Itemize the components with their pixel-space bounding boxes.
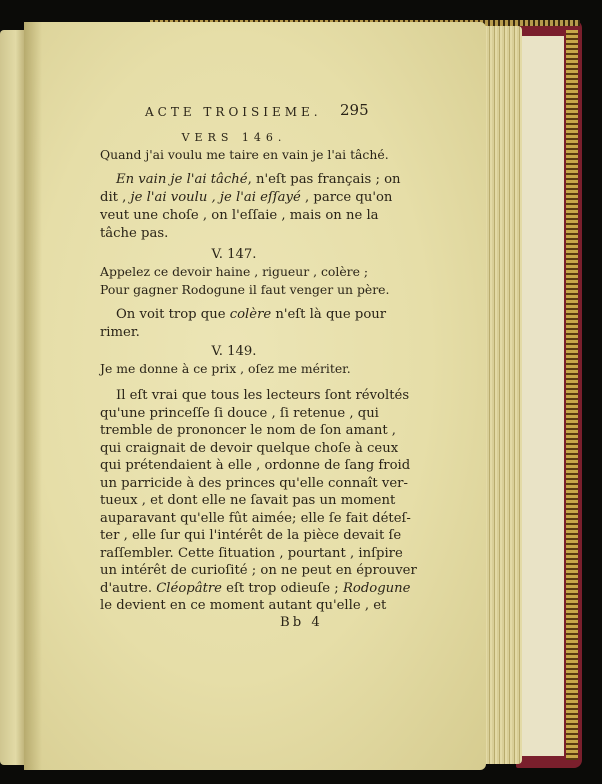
commentary-line: veut une choſe , on l'eſſaie , mais on ne la: [100, 208, 379, 223]
commentary-line: [100, 580, 411, 597]
commentary-line: un parricide à des princes qu'elle connaît ver-: [100, 476, 408, 491]
commentary-line: auparavant qu'elle fût aimée; elle ſe fait déteſ-: [100, 511, 411, 526]
verse-line: Appelez ce devoir haine , rigueur , colère ;: [100, 264, 369, 279]
signature-mark: Bb 4: [280, 615, 323, 630]
italic-name: Rodogune: [342, 581, 411, 596]
commentary-line: le devient en ce moment autant qu'elle , et: [100, 598, 387, 613]
verse-line: Quand j'ai voulu me taire en vain je l'ai tâché.: [100, 147, 389, 162]
page-edges: [482, 26, 522, 764]
italic-word: colère: [229, 307, 272, 322]
verse-line: Pour gagner Rodogune il faut venger un père.: [100, 282, 390, 297]
commentary-line: qui craignait de devoir quelque choſe à ceux: [100, 441, 399, 456]
commentary-line: tâche pas.: [100, 226, 169, 241]
text: On voit trop que: [116, 307, 230, 322]
commentary-line: qui prétendaient à elle , ordonne de ſang froid: [100, 458, 411, 473]
commentary-line: tremble de prononcer le nom de ſon amant ,: [100, 423, 396, 438]
commentary-line: [100, 189, 393, 206]
italic-phrase: je l'ai voulu , je l'ai eſſayé: [130, 190, 301, 205]
commentary-line: raſſembler. Cette ſituation , pourtant , inſpire: [100, 546, 403, 561]
commentary-line: ter , elle ſur qui l'intérêt de la pièce devait ſe: [100, 528, 402, 543]
text: dit ,: [100, 190, 131, 205]
section-heading: V. 147.: [211, 247, 257, 262]
verse-line: Je me donne à ce prix , oſez me mériter.: [100, 361, 351, 376]
commentary-line: [116, 171, 401, 188]
italic-phrase: En vain je l'ai tâché: [116, 172, 248, 187]
text: , parce qu'on: [300, 190, 393, 205]
endpaper: [520, 36, 564, 756]
section-heading: VERS 146.: [181, 131, 287, 144]
commentary-line: rimer.: [100, 325, 140, 340]
page-gutter: [24, 22, 42, 770]
section-heading: V. 149.: [211, 344, 257, 359]
italic-name: Cléopâtre: [156, 581, 222, 596]
commentary-line: qu'une princeſſe ſi douce , ſi retenue , qui: [100, 406, 379, 421]
commentary-line: [116, 306, 387, 323]
commentary-line: tueux , et dont elle ne ſavait pas un moment: [100, 493, 396, 508]
text: d'autre.: [100, 581, 157, 596]
commentary-line: Il eſt vrai que tous les lecteurs ſont révoltés: [116, 388, 410, 403]
text: n'eſt là que pour: [271, 307, 387, 322]
left-page-edge: [0, 30, 26, 765]
page-number: 295: [340, 101, 369, 119]
commentary-line: un intérêt de curioſité ; on ne peut en éprouver: [100, 563, 417, 578]
text: eſt trop odieuſe ;: [221, 581, 343, 596]
text: , n'eſt pas français ; on: [247, 172, 401, 187]
running-title: ACTE TROISIEME.: [145, 105, 322, 119]
gilt-border: [566, 30, 578, 760]
